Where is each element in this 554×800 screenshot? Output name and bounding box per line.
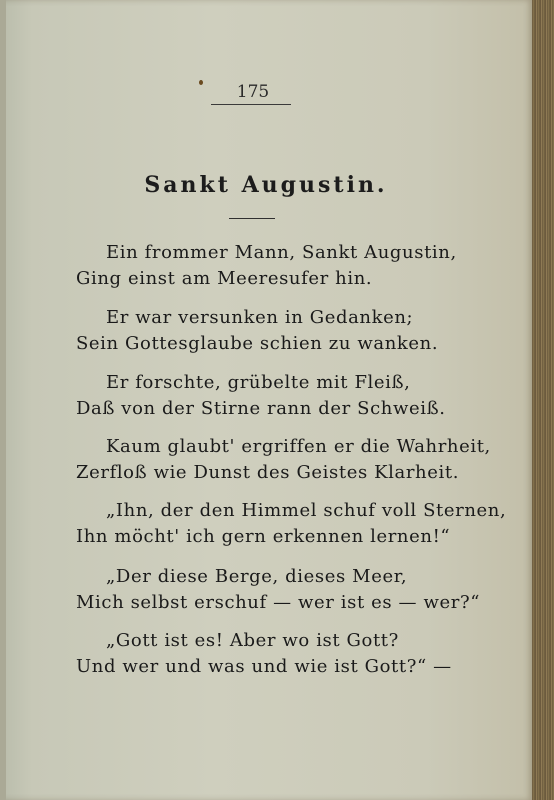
page-number: 175 xyxy=(236,82,270,102)
stanza-5-line-2: Ihn möcht' ich gern erkennen lernen!“ xyxy=(76,526,451,547)
stanza-7-line-1: „Gott ist es! Aber wo ist Gott? xyxy=(106,630,399,651)
page-edges xyxy=(532,0,554,800)
stanza-2-line-1: Er war versunken in Gedanken; xyxy=(106,307,414,328)
stanza-3-line-2: Daß von der Stirne rann der Schweiß. xyxy=(76,398,446,419)
ink-spot xyxy=(199,80,203,85)
title-rule xyxy=(229,218,275,219)
stanza-7-line-2: Und wer und was und wie ist Gott?“ — xyxy=(76,656,452,677)
stanza-5-line-1: „Ihn, der den Himmel schuf voll Sternen, xyxy=(106,500,507,521)
stanza-6-line-2: Mich selbst erschuf — wer ist es — wer?“ xyxy=(76,592,480,613)
stanza-3-line-1: Er forschte, grübelte mit Fleiß, xyxy=(106,372,411,393)
stanza-4-line-2: Zerfloß wie Dunst des Geistes Klarheit. xyxy=(76,462,460,483)
stanza-4-line-1: Kaum glaubt' ergriffen er die Wahrheit, xyxy=(106,436,491,457)
stanza-6-line-1: „Der diese Berge, dieses Meer, xyxy=(106,566,408,587)
stanza-2-line-2: Sein Gottesglaube schien zu wanken. xyxy=(76,333,439,354)
stanza-1-line-1: Ein frommer Mann, Sankt Augustin, xyxy=(106,242,457,263)
poem-title: Sankt Augustin. xyxy=(144,172,388,198)
page-number-rule xyxy=(211,104,291,105)
stanza-1-line-2: Ging einst am Meeresufer hin. xyxy=(76,268,373,289)
page-gutter xyxy=(0,0,6,800)
